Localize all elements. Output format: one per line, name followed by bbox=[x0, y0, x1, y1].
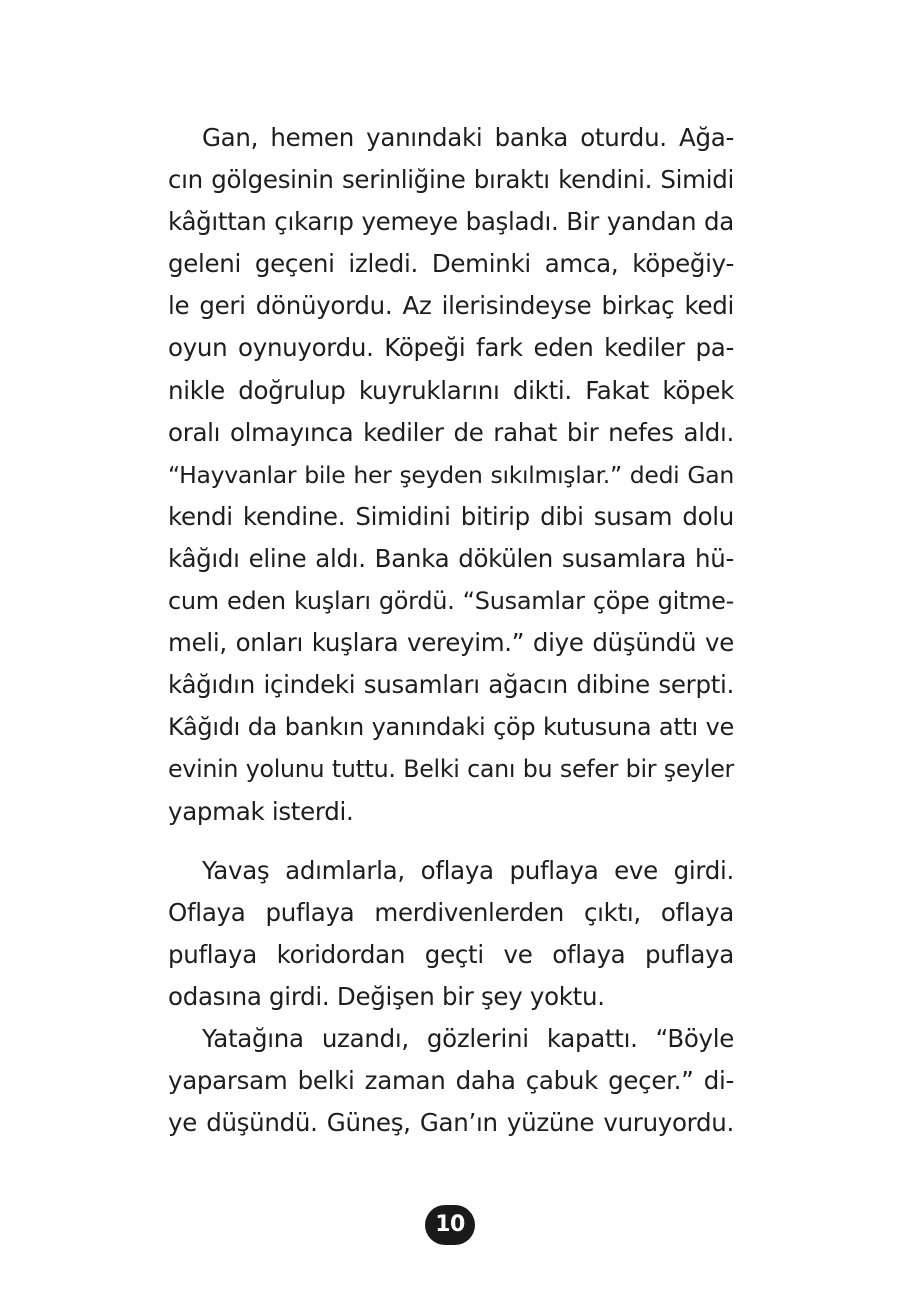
text-line: yaparsam belki zaman daha çabuk geçer.” di- bbox=[168, 1066, 734, 1096]
text-line: evinin yolunu tuttu. Belki canı bu sefer bir şeyler bbox=[168, 755, 734, 784]
text-line: “Hayvanlar bile her şeyden sıkılmışlar.” dedi Gan bbox=[168, 460, 734, 489]
paragraph-1 bbox=[168, 117, 734, 833]
text-line: oralı olmayınca kediler de rahat bir nefes aldı. bbox=[168, 417, 734, 447]
paragraph-3 bbox=[168, 1018, 734, 1144]
text-line: Yatağına uzandı, gözlerini kapattı. “Böyle bbox=[202, 1024, 734, 1053]
page-number-badge: 10 bbox=[425, 1205, 475, 1245]
text-line: geleni geçeni izledi. Deminki amca, köpeğiy- bbox=[168, 249, 734, 279]
text-line: nikle doğrulup kuyruklarını dikti. Fakat köpek bbox=[168, 375, 734, 405]
text-line: cum eden kuşları gördü. “Susamlar çöpe gitme- bbox=[168, 587, 734, 616]
text-line: meli, onları kuşlara vereyim.” diye düşündü ve bbox=[168, 628, 734, 658]
text-line: puflaya koridordan geçti ve oflaya puflaya bbox=[168, 940, 734, 970]
text-line: oyun oynuyordu. Köpeği fark eden kediler pa- bbox=[168, 333, 734, 363]
text-line: le geri dönüyordu. Az ilerisindeyse birkaç kedi bbox=[168, 291, 734, 321]
paragraph-2 bbox=[168, 850, 734, 1018]
text-line: odasına girdi. Değişen bir şey yoktu. bbox=[168, 982, 605, 1012]
text-line: ye düşündü. Güneş, Gan’ın yüzüne vuruyordu. bbox=[168, 1108, 734, 1138]
text-line: Kâğıdı da bankın yanındaki çöp kutusuna attı ve bbox=[168, 713, 734, 742]
text-line: kâğıdın içindeki susamları ağacın dibine serpti. bbox=[168, 670, 734, 700]
text-line: cın gölgesinin serinliğine bıraktı kendini. Simidi bbox=[168, 165, 734, 195]
text-line: Yavaş adımlarla, oflaya puflaya eve girdi. bbox=[202, 856, 734, 885]
text-line: kendi kendine. Simidini bitirip dibi susam dolu bbox=[168, 501, 734, 531]
text-line: Gan, hemen yanındaki banka oturdu. Ağa- bbox=[202, 123, 734, 152]
text-line: kâğıdı eline aldı. Banka dökülen susamlara hü- bbox=[168, 543, 734, 573]
text-line: kâğıttan çıkarıp yemeye başladı. Bir yandan da bbox=[168, 207, 734, 237]
text-line: yapmak isterdi. bbox=[168, 796, 354, 826]
text-line: Oflaya puflaya merdivenlerden çıktı, oflaya bbox=[168, 898, 734, 928]
